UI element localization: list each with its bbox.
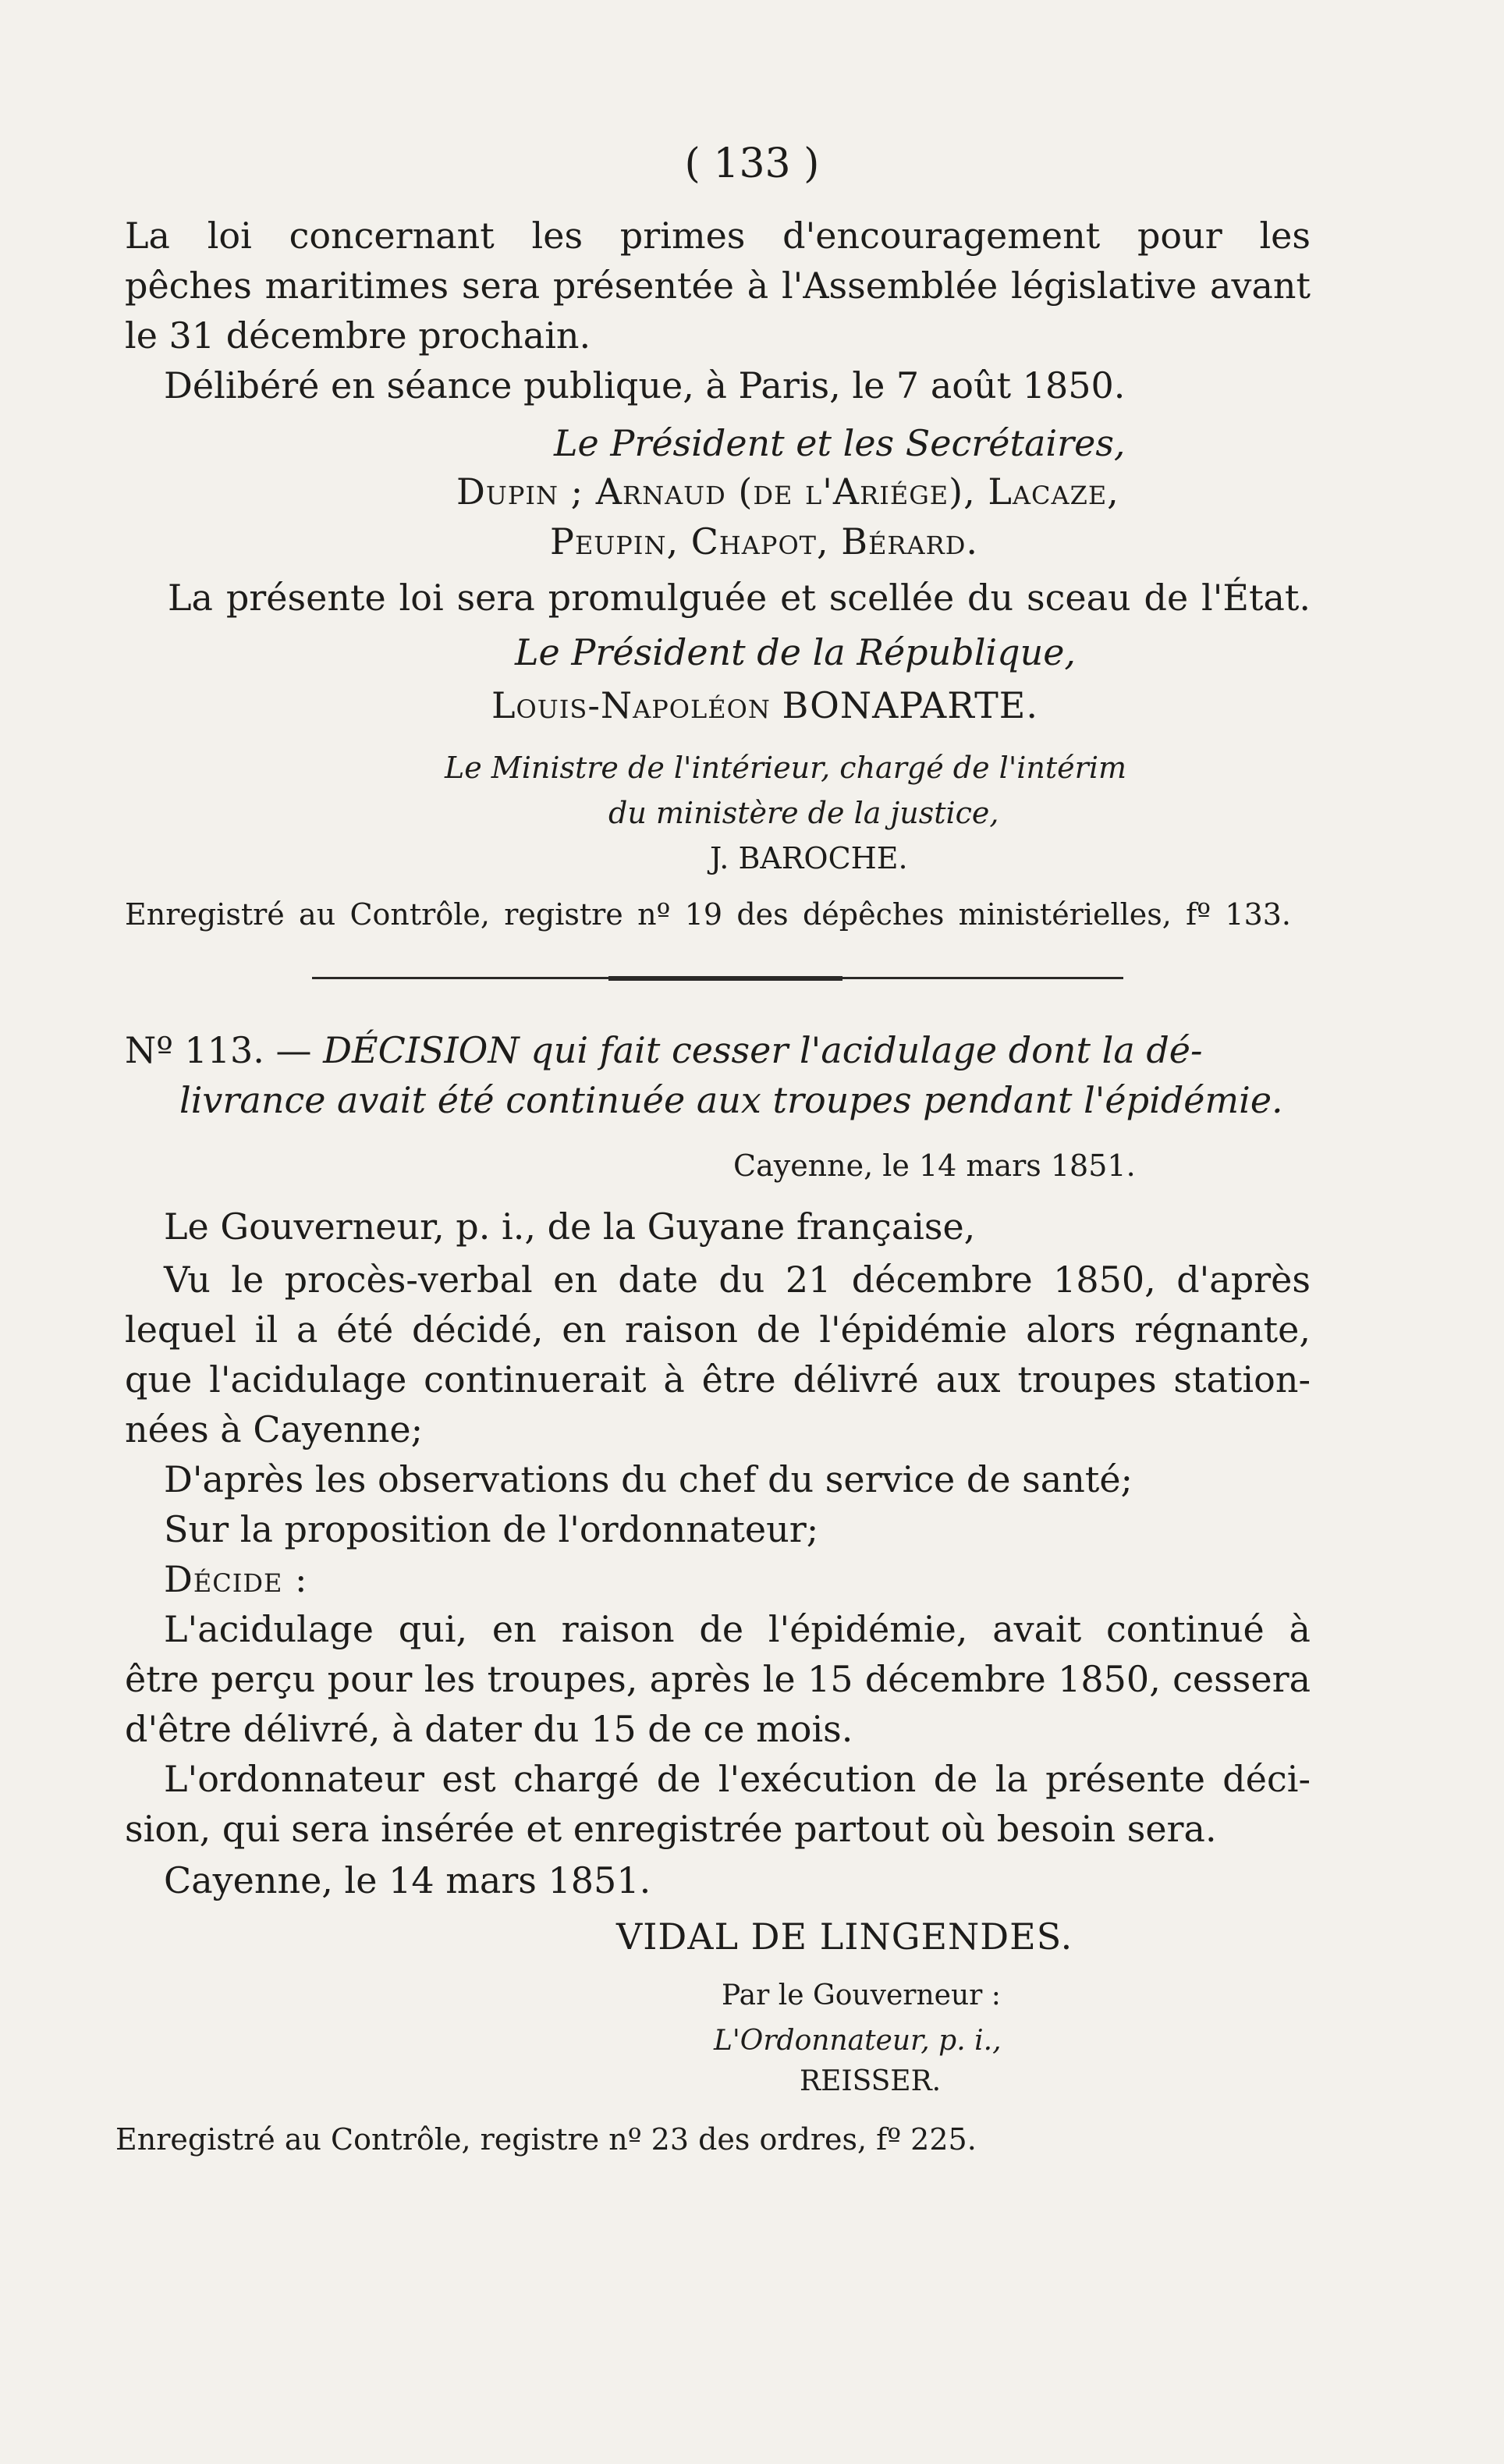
promulgation-text: La présente loi sera promulguée et scellée du sceau de l'État. — [168, 577, 1311, 619]
decision-place-date: Cayenne, le 14 mars 1851. — [733, 1149, 1136, 1183]
minister-title: Le Ministre de l'intérieur, chargé de l'intérim — [445, 751, 1126, 785]
decision-considerant: D'après les observations du chef du service de santé; — [164, 1458, 1133, 1500]
deliberation-line: Délibéré en séance publique, à Paris, le 7 août 1850. — [164, 364, 1126, 407]
decision-article: d'être délivré, à dater du 15 de ce mois. — [125, 1708, 853, 1750]
decision-preamble: Le Gouverneur, p. i., de la Guyane française, — [164, 1205, 976, 1248]
by-governor-line: Par le Gouverneur : — [722, 1979, 1001, 2011]
signatories-title: Le Président et les Secrétaires, — [554, 422, 1126, 464]
law-text-line: le 31 décembre prochain. — [125, 314, 591, 357]
decision-execution: sion, qui sera insérée et enregistrée partout où besoin sera. — [125, 1808, 1217, 1850]
governor-signature: VIDAL DE LINGENDES. — [616, 1915, 1073, 1958]
signatories-names: Dupin ; Arnaud (de l'Ariége), Lacaze, — [456, 470, 1119, 513]
minister-name: J. BAROCHE. — [710, 841, 908, 875]
president-name: BONAPARTE. — [782, 684, 1038, 726]
decision-heading — [125, 1027, 1311, 1074]
page-number: ( 133 ) — [684, 140, 820, 187]
law-text-line: La loi concernant les primes d'encouragement pour les — [125, 215, 1311, 257]
ordonnateur-title — [714, 2018, 1260, 2065]
decision-considerant: lequel il a été décidé, en raison de l'épidémie alors régnante, — [125, 1308, 1311, 1351]
decision-decide: Décide : — [164, 1558, 308, 1600]
decision-execution: L'ordonnateur est chargé de l'exécution de la présente déci- — [164, 1758, 1311, 1800]
signatories-names: Peupin, Chapot, Bérard. — [550, 520, 978, 563]
section-divider — [312, 977, 1123, 979]
decision-considerant: nées à Cayenne; — [125, 1408, 424, 1450]
decision-considerant: Vu le procès-verbal en date du 21 décembre 1850, d'après — [164, 1259, 1311, 1301]
decision-considerant: que l'acidulage continuerait à être délivré aux troupes station- — [125, 1358, 1311, 1401]
decision-article: être perçu pour les troupes, après le 15 décembre 1850, cessera — [125, 1658, 1311, 1700]
president-signature — [491, 682, 1272, 729]
law-text-line: pêches maritimes sera présentée à l'Assemblée législative avant — [125, 265, 1311, 307]
decision-article: L'acidulage qui, en raison de l'épidémie, avait continué à — [164, 1608, 1311, 1650]
decision-title: DÉCISION qui fait cesser l'acidulage dont la dé- — [323, 1029, 1203, 1071]
ordonnateur-name: REISSER. — [800, 2065, 942, 2097]
section-divider-thick — [608, 976, 842, 981]
registration-note: Enregistré au Contrôle, registre nº 19 des dépêches ministérielles, fº 133. — [125, 897, 1291, 932]
decision-closing-date: Cayenne, le 14 mars 1851. — [164, 1859, 651, 1901]
president-title: Le Président de la République, — [515, 631, 1077, 673]
decision-registration-note: Enregistré au Contrôle, registre nº 23 des ordres, fº 225. — [115, 2122, 977, 2157]
president-name-prefix: Louis-Napoléon — [491, 684, 771, 726]
minister-title: du ministère de la justice, — [608, 796, 999, 830]
decision-considerant: Sur la proposition de l'ordonnateur; — [164, 1508, 819, 1550]
ordonnateur-label: L'Ordonnateur, p. i., — [714, 2025, 1002, 2057]
decision-number: Nº 113. — — [125, 1029, 312, 1071]
decision-title-cont: livrance avait été continuée aux troupes pendant l'épidémie. — [179, 1079, 1283, 1121]
